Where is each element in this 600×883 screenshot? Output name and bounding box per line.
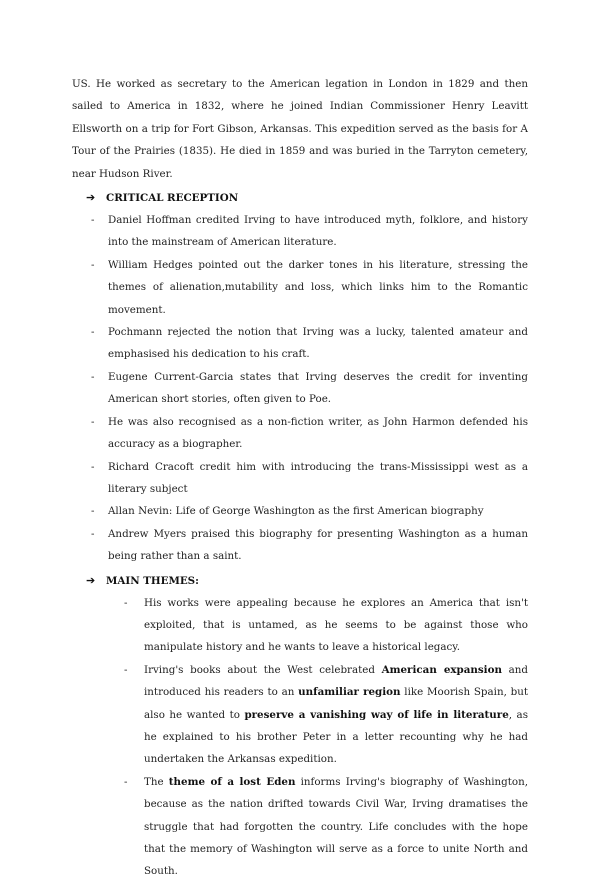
text-run: and introduced his readers to an (144, 663, 528, 699)
list-item: - Pochmann rejected the notion that Irving was a lucky, talented amateur and emphasised his dedication to his craft. (72, 321, 528, 366)
text-run: , as he explained to his brother Peter in a letter recounting why he had undertaken the Arkansas expedition. (144, 708, 528, 766)
bold-phrase: American expansion (381, 663, 502, 676)
intro-paragraph: US. He worked as secretary to the American legation in London in 1829 and then sailed to America in 1832, where he joined Indian Commissioner Henry Leavitt Ellsworth on a trip for Fort Gibson, Arkansas. This expedition served as the basis for A Tour of the Prairies (1835). He died in 1859 and was buried in the Tarryton cemetery, near Hudson River. (72, 78, 528, 180)
text-run: The (144, 775, 169, 788)
list-item: - William Hedges pointed out the darker tones in his literature, stressing the themes of alienation,mutability and loss, which links him to the Romantic movement. (72, 254, 528, 321)
list-item: - Daniel Hoffman credited Irving to have introduced myth, folklore, and history into the mainstream of American literature. (72, 209, 528, 254)
list-item: - He was also recognised as a non-fiction writer, as John Harmon defended his accuracy as a biographer. (72, 411, 528, 456)
bold-phrase: preserve a vanishing way of life in literature (244, 708, 509, 721)
arrow-icon: ➔ (86, 573, 96, 587)
critical-reception-heading (86, 187, 528, 209)
arrow-icon: ➔ (86, 191, 96, 205)
text-run: Irving's books about the West celebrated (144, 663, 382, 676)
main-themes-title: MAIN THEMES: (106, 574, 199, 587)
text-run: like Moorish Spain, but also he wanted to (144, 686, 528, 721)
list-item: - Eugene Current-Garcia states that Irving deserves the credit for inventing American short stories, often given to Poe. (72, 366, 528, 411)
list-item (72, 771, 528, 883)
text-run: informs Irving's biography of Washington, because as the nation drifted towards Civil War, Irving dramatises the struggle that had forgotten the country. Life concludes with the hope that the memory of Washington will serve as a force to unite North and South. (144, 775, 529, 878)
list-item: - Andrew Myers praised this biography for presenting Washington as a human being rather than a saint. (72, 523, 528, 568)
list-item: - Allan Nevin: Life of George Washington as the first American biography (72, 500, 528, 522)
list-item (72, 659, 528, 771)
bold-phrase: theme of a lost Eden (168, 775, 296, 788)
list-item: - His works were appealing because he explores an America that isn't exploited, that is untamed, as he seems to be against those who manipulate history and he wants to leave a historical legacy. (72, 592, 528, 659)
critical-reception-title: CRITICAL RECEPTION (106, 192, 239, 205)
page-content (72, 73, 528, 883)
list-item: - Richard Cracoft credit him with introducing the trans-Mississippi west as a literary subject (72, 456, 528, 501)
critical-reception-list (72, 209, 528, 568)
main-themes-heading (86, 570, 528, 592)
bold-phrase: unfamiliar region (298, 686, 401, 699)
main-themes-list (72, 592, 528, 883)
